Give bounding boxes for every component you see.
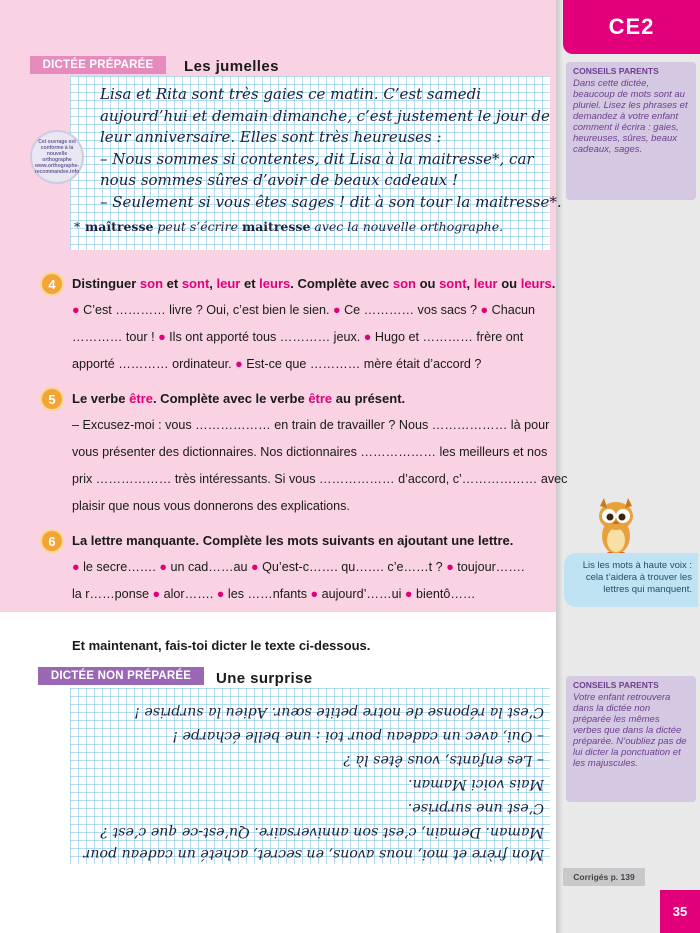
exercise-4-heading: Distinguer son et sont, leur et leurs. Complète avec son ou sont, leur ou leurs.	[72, 276, 556, 291]
footnote-mid: peut s’écrire	[153, 219, 242, 234]
exercise-6-number: 6	[42, 531, 62, 551]
dictee2-line: C’est une surprise.	[407, 800, 544, 816]
dictee2-title: Une surprise	[216, 670, 313, 687]
dictee1-footnote	[74, 216, 503, 238]
owl-icon	[592, 496, 640, 560]
conseils-parents-1	[566, 62, 696, 200]
stamp-text: Cet ouvrage est conforme à la nouvelle orthographe	[38, 139, 76, 163]
dictee1-line: – Seulement si vous êtes sages ! dit à son tour la maitresse*.	[100, 192, 562, 211]
dictee1-title: Les jumelles	[184, 58, 279, 75]
exercise-5-number: 5	[42, 389, 62, 409]
stamp-url: www.orthographe-recommandee.info	[34, 163, 80, 175]
footnote-word-2: maitresse	[241, 219, 311, 234]
exercise-5-line: – Excusez-moi : vous ……………… en train de travailler ? Nous ……………… là pour	[72, 418, 550, 432]
exercise-4-line: ● C’est ………… livre ? Oui, c’est bien le sien. ● Ce ………… vos sacs ? ● Chacun	[72, 303, 536, 317]
dictee2-line: – Oui, avec un cadeau pour toi : une belle écharpe !	[172, 728, 544, 744]
exercise-4-number: 4	[42, 274, 62, 294]
dictee2-upside-down-text	[70, 688, 550, 864]
exercise-6-heading: La lettre manquante. Complète les mots suivants en ajoutant une lettre.	[72, 533, 514, 548]
dictee2-intro: Et maintenant, fais-toi dicter le texte ci-dessous.	[72, 638, 371, 653]
dictee2-line: Maman. Demain, c’est son anniversaire. Qu’est-ce que c’est ?	[100, 824, 544, 840]
footnote-end: avec la nouvelle orthographe.	[310, 219, 504, 234]
dictee2-line: – Les enfants, vous êtes là ?	[343, 752, 544, 768]
exercise-5-line: vous présenter des dictionnaires. Nos dictionnaires ……………… les meilleurs et nos	[72, 445, 548, 459]
corriges-label: Corrigés p. 139	[563, 868, 645, 886]
footnote-word-1: maîtresse	[85, 219, 154, 234]
dictee2-line: C’est la réponse de notre petite sœur. Adieu la surprise !	[134, 704, 544, 720]
exercise-6-line: la r……ponse ● alor……. ● les ……nfants ● aujourd’……ui ● bientô……	[72, 587, 476, 601]
exercise-5-line: plaisir que nous vous donnerons des explications.	[72, 499, 350, 513]
dictee1-line: aujourd’hui et demain dimanche, c’est justement le jour de	[100, 106, 550, 125]
exercise-4-line: apporté ………… ordinateur. ● Est-ce que ………… mère était d’accord ?	[72, 357, 482, 371]
exercise-5-heading: Le verbe être. Complète avec le verbe être au présent.	[72, 391, 406, 406]
tip2-body: Votre enfant retrouvera dans la dictée non préparée les mêmes verbes que dans la dictée préparée. N’oubliez pas de lui dicter la ponctuation et les majuscules.	[573, 692, 687, 769]
orthographe-stamp	[30, 130, 84, 184]
dictee1-line: nous sommes sûres d’avoir de beaux cadeaux !	[100, 171, 459, 189]
dictee2-line: Mon frère et moi, nous avons, en secret, acheté un cadeau pour	[83, 846, 544, 862]
tip1-body: Dans cette dictée, beaucoup de mots sont au pluriel. Lisez les phrases et demandez à votre enfant comment il écrira : gaies, heureuses, sûres, beaux cadeaux, sages.	[573, 78, 688, 155]
exercise-6-line: ● le secre……. ● un cad……au ● Qu’est-c……. qu……. c’e……t ? ● toujour…….	[72, 560, 525, 574]
owl-hint: Lis les mots à haute voix : cela t’aidera à trouver les lettres qui manquent.	[564, 553, 698, 607]
footnote-star: *	[74, 219, 81, 234]
tip2-title: CONSEILS PARENTS	[573, 680, 659, 690]
tip1-title: CONSEILS PARENTS	[573, 66, 659, 76]
exercise-5-line: prix ……………… très intéressants. Si vous ……………… d’accord, c’……………… avec	[72, 472, 568, 486]
dictee1-line: – Nous sommes si contentes, dit Lisa à la maitresse*, car	[100, 149, 534, 168]
page-number: 35	[660, 890, 700, 933]
dictee-preparee-badge: DICTÉE PRÉPARÉE	[30, 56, 166, 74]
conseils-parents-2	[566, 676, 696, 802]
dictee2-line: Mais voici Maman.	[408, 776, 544, 792]
level-tab: CE2	[563, 0, 700, 54]
dictee1-text	[100, 84, 562, 213]
dictee1-line: leur anniversaire. Elles sont très heureuses :	[100, 128, 442, 146]
dictee-non-preparee-badge: DICTÉE NON PRÉPARÉE	[38, 667, 204, 685]
dictee1-line: Lisa et Rita sont très gaies ce matin. C’est samedi	[100, 85, 482, 103]
exercise-4-line: ………… tour ! ● Ils ont apporté tous ………… jeux. ● Hugo et ………… frère ont	[72, 330, 524, 344]
